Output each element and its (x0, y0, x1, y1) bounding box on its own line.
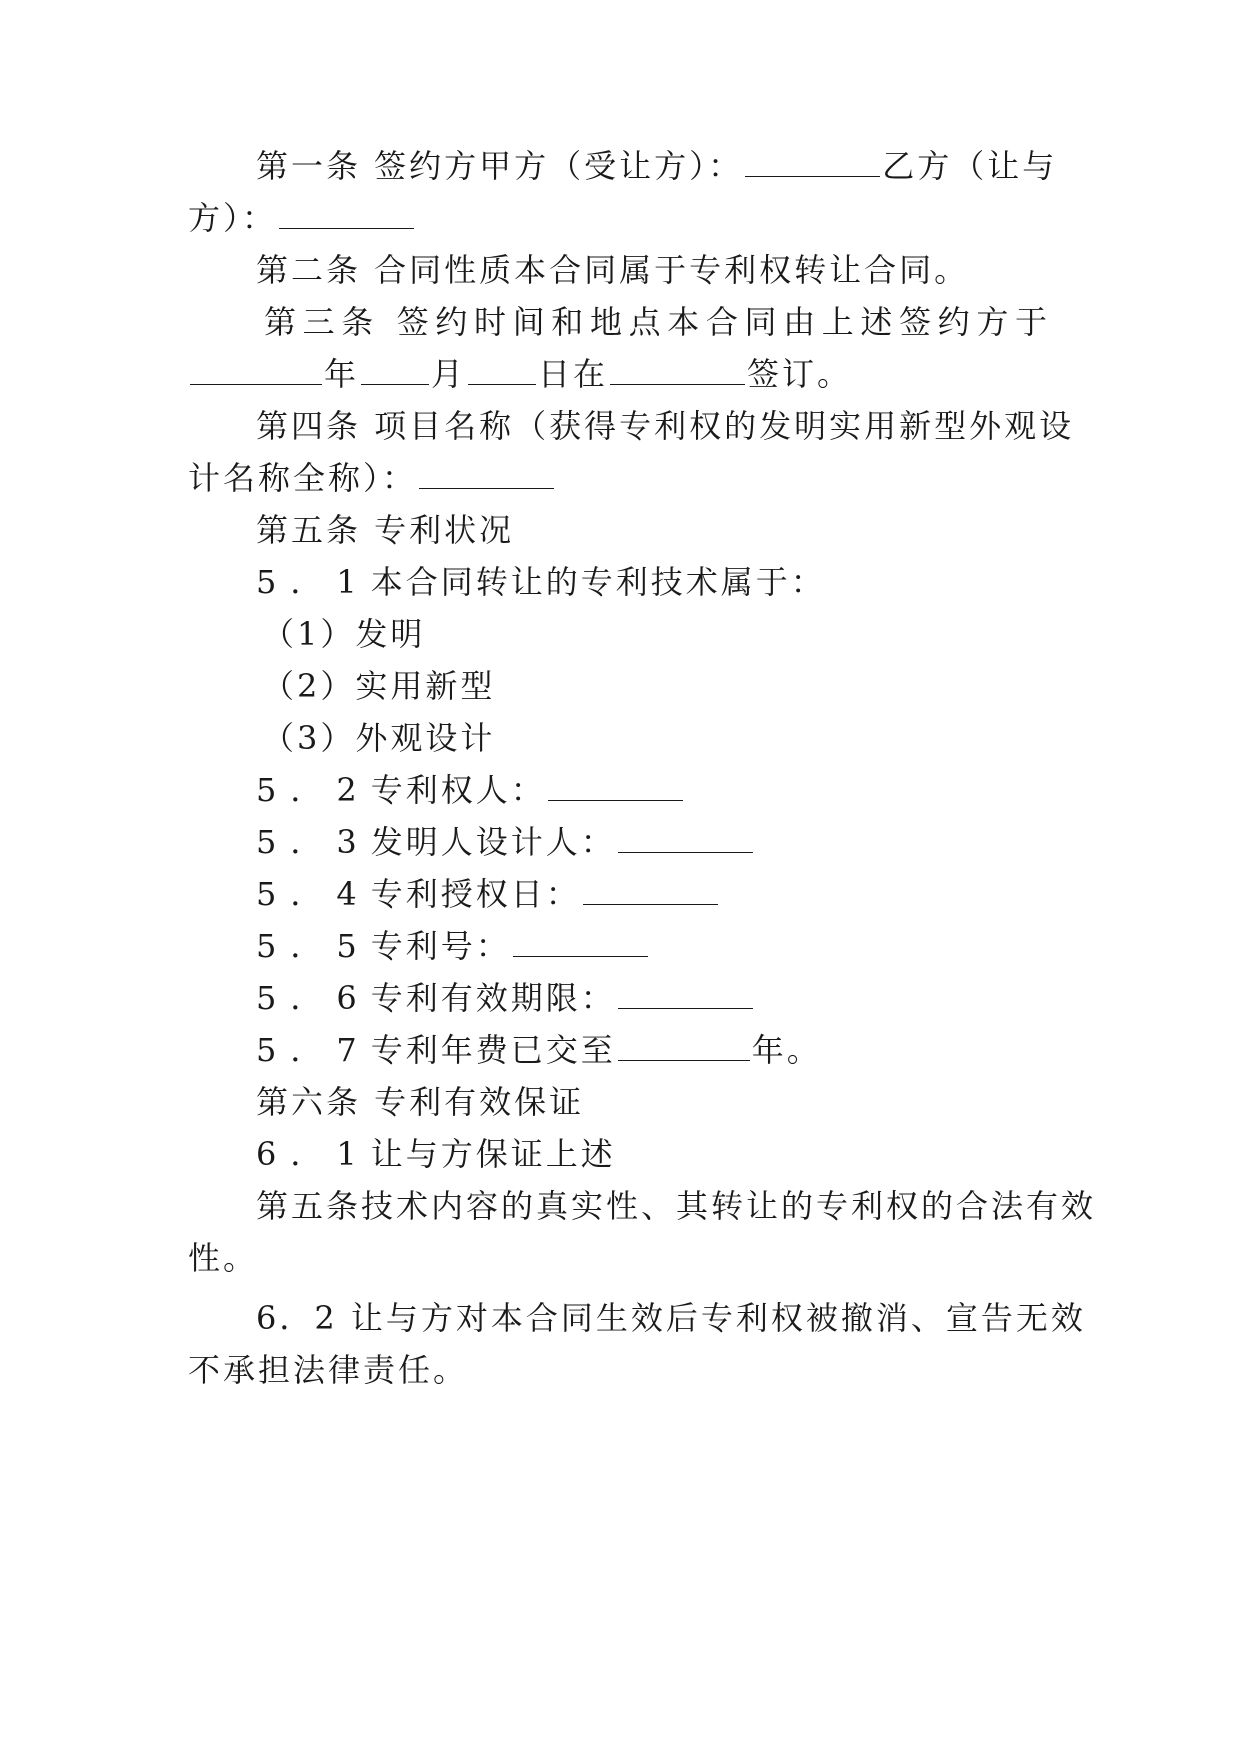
month-label: 月 (431, 355, 467, 393)
validity-period-blank (618, 980, 753, 1009)
section-5-1-text: 本合同转让的专利技术属于： (370, 563, 826, 601)
article4-line2-text: 计名称全称）： (188, 459, 418, 497)
section-5-7-num: 5．7 (256, 1031, 371, 1069)
section-5-3-num: 5．3 (256, 823, 371, 861)
grant-date-blank (583, 876, 718, 905)
section-5-3-text: 发明人设计人： (370, 823, 616, 861)
section-5-5-num: 5．5 (256, 927, 371, 965)
month-blank (361, 356, 429, 385)
article6-heading-text: 第六条 专利有效保证 (256, 1083, 585, 1121)
section-5-5-text: 专利号： (370, 927, 511, 965)
section-6-2-line2 (188, 1350, 468, 1390)
day-label: 日在 (538, 355, 609, 393)
section-5-2 (256, 770, 685, 810)
section-6-1-text: 让与方保证上述 (370, 1135, 616, 1173)
section-5-7-tail: 年。 (751, 1031, 822, 1069)
article3-line2 (188, 354, 852, 394)
section-5-5 (256, 926, 650, 966)
article1-text: 第一条 签约方甲方（受让方）： (256, 147, 744, 185)
option-utility-model (262, 666, 495, 706)
option-invention (262, 614, 425, 654)
article3-line1 (264, 302, 1047, 342)
article1-line2 (188, 198, 416, 238)
section-5-4-num: 5．4 (256, 875, 371, 913)
section-5-4-text: 专利授权日： (370, 875, 581, 913)
section-6-1-cont-text: 第五条技术内容的真实性、其转让的专利权的合法有效 (256, 1187, 1097, 1225)
article1-line1 (256, 146, 1057, 186)
section-5-7-text: 专利年费已交至 (370, 1031, 616, 1069)
section-5-6-num: 5．6 (256, 979, 371, 1017)
section-5-6 (256, 978, 755, 1018)
section-6-1 (256, 1134, 616, 1174)
section-6-2-line1 (256, 1298, 1086, 1338)
article4-line1 (256, 406, 1074, 446)
article2 (256, 250, 969, 290)
section-6-2-text2: 不承担法律责任。 (188, 1351, 469, 1389)
inventor-blank (618, 824, 753, 853)
section-6-2-text: 6．2 让与方对本合同生效后专利权被撤消、宣告无效 (256, 1299, 1086, 1337)
patent-number-blank (513, 928, 648, 957)
annual-fee-year-blank (618, 1032, 750, 1061)
article4-text: 第四条 项目名称（获得专利权的发明实用新型外观设 (256, 407, 1075, 445)
section-5-7 (256, 1030, 822, 1070)
section-5-2-text: 专利权人： (370, 771, 546, 809)
patentee-blank (548, 772, 683, 801)
section-5-3 (256, 822, 755, 862)
article2-text: 第二条 合同性质本合同属于专利权转让合同。 (256, 251, 970, 289)
section-5-1 (256, 562, 826, 602)
project-name-blank (419, 460, 554, 489)
article1-tail: 乙方（让与 (882, 147, 1058, 185)
section-5-2-num: 5．2 (256, 771, 371, 809)
party-b-blank (279, 200, 414, 229)
place-blank (610, 356, 745, 385)
article6-heading (256, 1082, 584, 1122)
option-2-text: （2）实用新型 (262, 667, 496, 705)
day-blank (468, 356, 536, 385)
section-5-1-num: 5．1 (256, 563, 371, 601)
article3-text: 第三条 签约时间和地点本合同由上述签约方于 (264, 303, 1047, 341)
year-blank (190, 356, 322, 385)
article5-heading (256, 510, 514, 550)
section-5-6-text: 专利有效期限： (370, 979, 616, 1017)
party-a-blank (745, 148, 880, 177)
option-1-text: （1）发明 (262, 615, 426, 653)
article5-heading-text: 第五条 专利状况 (256, 511, 515, 549)
option-3-text: （3）外观设计 (262, 719, 496, 757)
option-design (262, 718, 495, 758)
article3-tail: 签订。 (747, 355, 853, 393)
article1-line2-text: 方）： (188, 199, 278, 237)
section-6-1-num: 6．1 (256, 1135, 371, 1173)
section-6-1-cont-line1 (256, 1186, 1096, 1226)
section-6-1-cont-text2: 性。 (188, 1239, 259, 1277)
section-6-1-cont-line2 (188, 1238, 258, 1278)
section-5-4 (256, 874, 720, 914)
article4-line2 (188, 458, 556, 498)
year-label: 年 (324, 355, 360, 393)
